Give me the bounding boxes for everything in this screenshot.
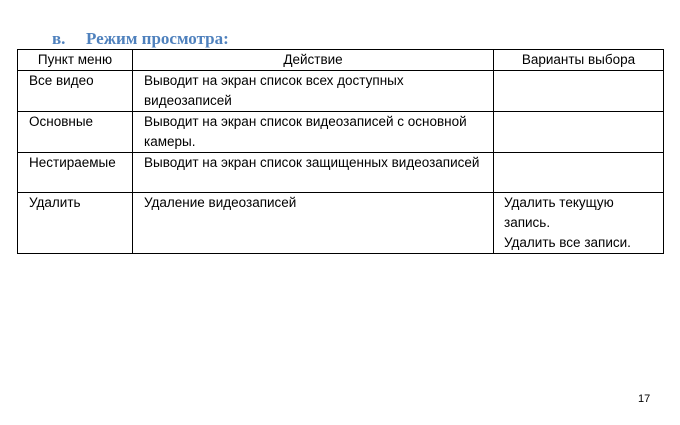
page-number: 17 bbox=[638, 393, 651, 405]
table-row bbox=[18, 153, 664, 193]
menu-table bbox=[17, 49, 664, 254]
cell-options bbox=[494, 193, 664, 254]
cell-menu-item: Нестираемые bbox=[18, 153, 133, 193]
table-row bbox=[18, 112, 664, 153]
table-row bbox=[18, 71, 664, 112]
section-heading bbox=[52, 29, 229, 49]
cell-action: Удаление видеозаписей bbox=[133, 193, 494, 254]
cell-options bbox=[494, 153, 664, 193]
header-action: Действие bbox=[133, 50, 494, 71]
cell-menu-item: Все видео bbox=[18, 71, 133, 112]
cell-action: Выводит на экран список защищенных видеозаписей bbox=[133, 153, 494, 193]
section-title: Режим просмотра: bbox=[86, 29, 229, 48]
cell-menu-item: Основные bbox=[18, 112, 133, 153]
option-delete-all: Удалить все записи. bbox=[504, 235, 631, 250]
header-options: Варианты выбора bbox=[494, 50, 664, 71]
header-menu-item: Пункт меню bbox=[18, 50, 133, 71]
cell-options bbox=[494, 112, 664, 153]
cell-options bbox=[494, 71, 664, 112]
table-row bbox=[18, 193, 664, 254]
cell-action: Выводит на экран список видеозаписей с основной камеры. bbox=[133, 112, 494, 153]
section-number: в. bbox=[52, 29, 66, 48]
table-header-row bbox=[18, 50, 664, 71]
cell-action: Выводит на экран список всех доступных видеозаписей bbox=[133, 71, 494, 112]
option-delete-current: Удалить текущую запись. bbox=[504, 195, 614, 230]
cell-menu-item: Удалить bbox=[18, 193, 133, 254]
